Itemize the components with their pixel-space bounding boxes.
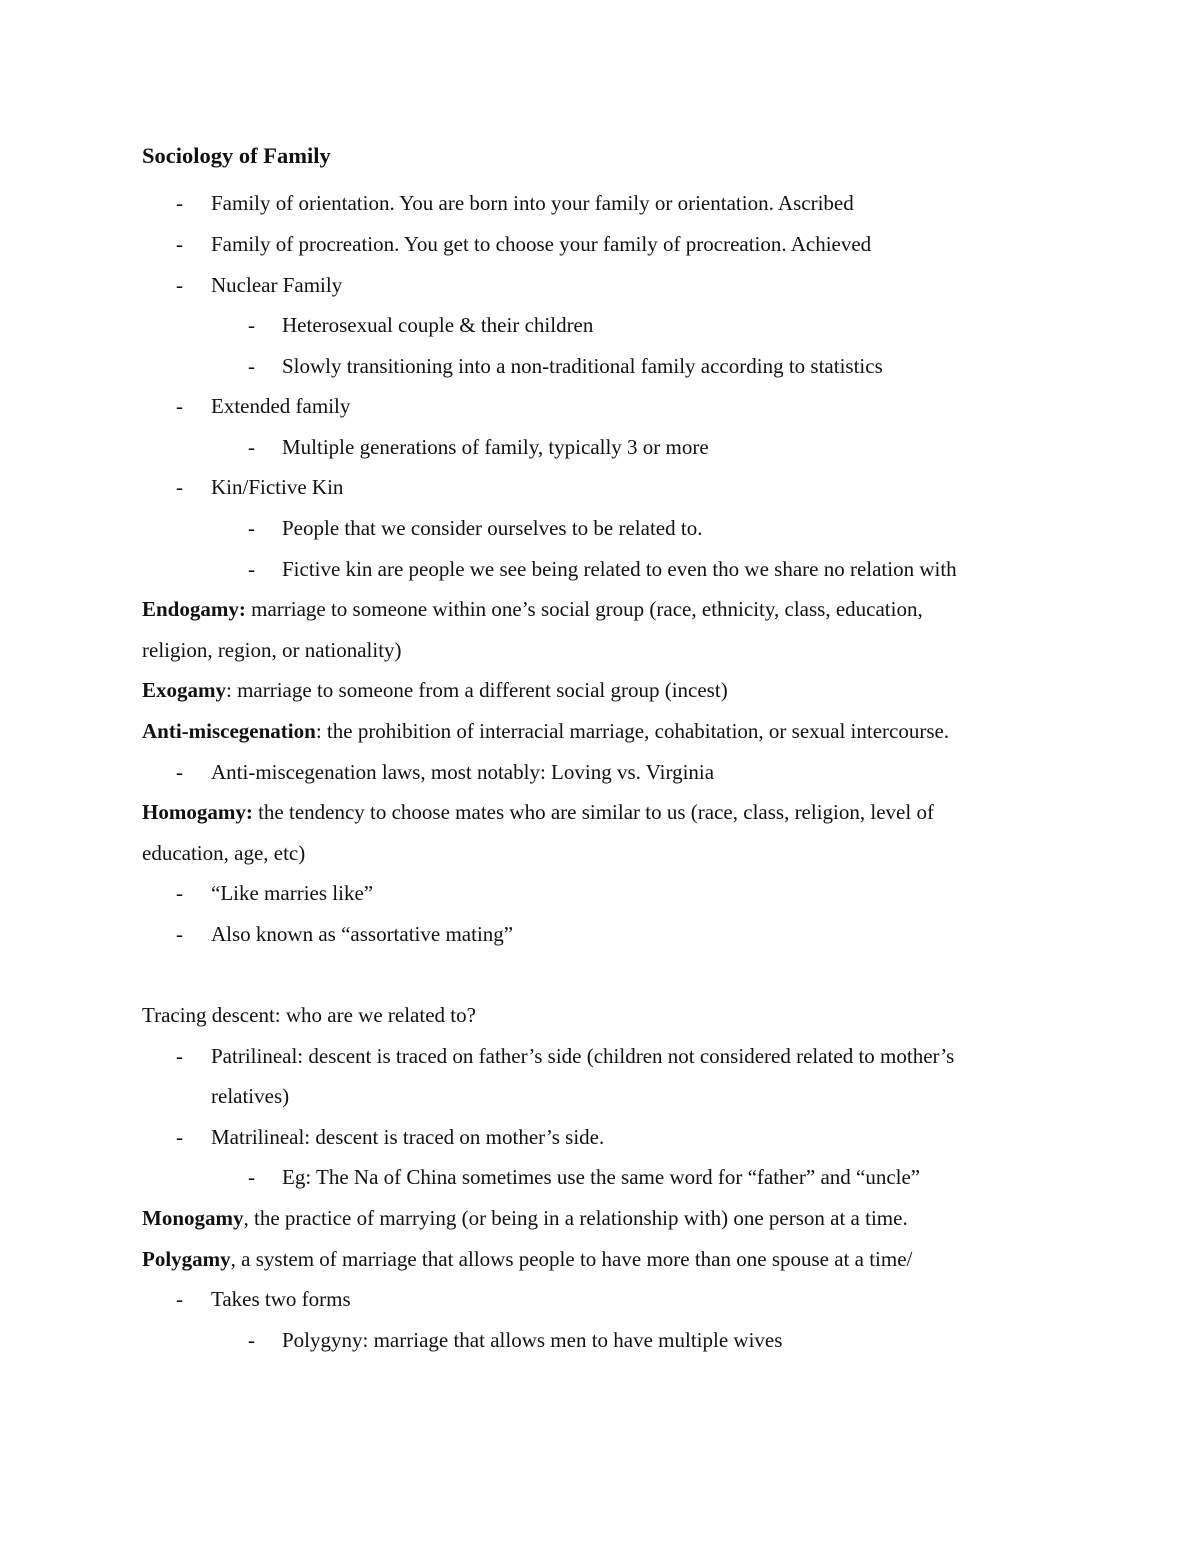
section-heading-descent: Tracing descent: who are we related to? bbox=[142, 1003, 476, 1027]
definition-monogamy bbox=[142, 1205, 908, 1231]
definition-text: , a system of marriage that allows people to have more than one spouse at a time/ bbox=[230, 1247, 913, 1271]
list-item: Family of procreation. You get to choose your family of procreation. Achieved bbox=[211, 232, 872, 256]
term-exogamy: Exogamy bbox=[142, 678, 226, 702]
definition-text: , the practice of marrying (or being in a relationship with) one person at a time. bbox=[243, 1206, 908, 1230]
sub-list-item: People that we consider ourselves to be related to. bbox=[282, 516, 703, 540]
sub-list-item: Eg: The Na of China sometimes use the same word for “father” and “uncle” bbox=[282, 1165, 921, 1189]
definition-homogamy bbox=[142, 799, 934, 825]
sub-list-item: Fictive kin are people we see being related to even tho we share no relation with bbox=[282, 557, 957, 581]
bullet-dash: - bbox=[176, 394, 183, 418]
bullet-dash: - bbox=[248, 354, 255, 378]
bullet-dash: - bbox=[248, 313, 255, 337]
definition-continuation: education, age, etc) bbox=[142, 841, 306, 865]
list-item: Nuclear Family bbox=[211, 273, 343, 297]
bullet-dash: - bbox=[176, 1287, 183, 1311]
term-anti-miscegenation: Anti-miscegenation bbox=[142, 719, 316, 743]
list-item: Kin/Fictive Kin bbox=[211, 475, 344, 499]
bullet-dash: - bbox=[248, 1165, 255, 1189]
list-item: “Like marries like” bbox=[211, 881, 374, 905]
bullet-dash: - bbox=[248, 1328, 255, 1352]
bullet-dash: - bbox=[248, 516, 255, 540]
bullet-dash: - bbox=[176, 1125, 183, 1149]
bullet-dash: - bbox=[176, 1044, 183, 1068]
sub-list-item: Multiple generations of family, typically 3 or more bbox=[282, 435, 709, 459]
list-item: Family of orientation. You are born into your family or orientation. Ascribed bbox=[211, 191, 854, 215]
bullet-dash: - bbox=[176, 232, 183, 256]
bullet-dash: - bbox=[176, 475, 183, 499]
term-endogamy: Endogamy: bbox=[142, 597, 246, 621]
list-item: Takes two forms bbox=[211, 1287, 351, 1311]
bullet-dash: - bbox=[176, 760, 183, 784]
list-item: Matrilineal: descent is traced on mother’s side. bbox=[211, 1125, 605, 1149]
bullet-dash: - bbox=[248, 557, 255, 581]
definition-text: : marriage to someone from a different social group (incest) bbox=[226, 678, 728, 702]
term-homogamy: Homogamy: bbox=[142, 800, 253, 824]
definition-text: : the prohibition of interracial marriage, cohabitation, or sexual intercourse. bbox=[315, 719, 950, 743]
definition-text: the tendency to choose mates who are similar to us (race, class, religion, level of bbox=[252, 800, 934, 824]
definition-continuation: religion, region, or nationality) bbox=[142, 638, 402, 662]
list-item: Anti-miscegenation laws, most notably: Loving vs. Virginia bbox=[211, 760, 715, 784]
definition-text: marriage to someone within one’s social group (race, ethnicity, class, education, bbox=[245, 597, 923, 621]
bullet-dash: - bbox=[248, 435, 255, 459]
bullet-dash: - bbox=[176, 273, 183, 297]
bullet-dash: - bbox=[176, 881, 183, 905]
definition-exogamy bbox=[142, 677, 728, 703]
list-item: Extended family bbox=[211, 394, 351, 418]
sub-list-item: Heterosexual couple & their children bbox=[282, 313, 594, 337]
sub-list-item: Polygyny: marriage that allows men to have multiple wives bbox=[282, 1328, 783, 1352]
bullet-dash: - bbox=[176, 922, 183, 946]
definition-endogamy bbox=[142, 596, 923, 622]
term-polygamy: Polygamy bbox=[142, 1247, 231, 1271]
bullet-dash: - bbox=[176, 191, 183, 215]
definition-anti-miscegenation bbox=[142, 718, 949, 744]
sub-list-item: Slowly transitioning into a non-traditional family according to statistics bbox=[282, 354, 883, 378]
term-monogamy: Monogamy bbox=[142, 1206, 244, 1230]
list-item: Also known as “assortative mating” bbox=[211, 922, 514, 946]
definition-polygamy bbox=[142, 1246, 912, 1272]
list-item: Patrilineal: descent is traced on father’s side (children not considered related to mother’s bbox=[211, 1044, 955, 1068]
page-title: Sociology of Family bbox=[142, 143, 331, 168]
list-item-continuation: relatives) bbox=[211, 1084, 290, 1108]
